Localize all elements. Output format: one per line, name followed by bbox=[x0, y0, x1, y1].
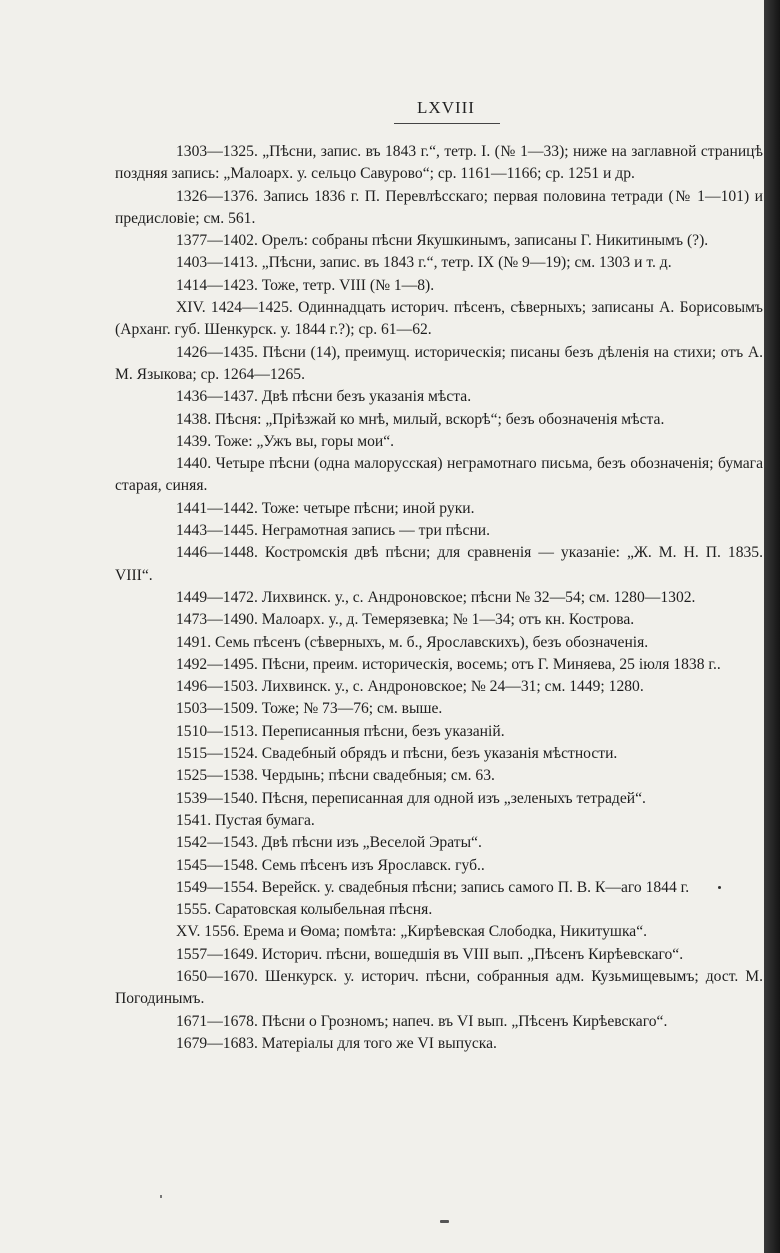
list-item: 1492—1495. Пѣсни, преим. историческія, восемь; отъ Г. Миняева, 25 іюля 1838 г.. bbox=[176, 655, 721, 673]
ink-speck bbox=[718, 886, 721, 889]
list-item: 1473—1490. Малоарх. у., д. Темерязевка; № 1—34; отъ кн. Кострова. bbox=[176, 611, 635, 629]
header-rule bbox=[394, 123, 500, 124]
list-item: XIV. 1424—1425. Одиннадцать историч. пѣсенъ, сѣверныхъ; записаны А. Борисовымъ (Арханг. губ. Шенкурск. у. 1844 г.?); ср. 61—62. bbox=[115, 299, 763, 339]
list-item: 1436—1437. Двѣ пѣсни безъ указанія мѣста. bbox=[176, 388, 472, 406]
book-edge bbox=[764, 0, 780, 1253]
list-item: 1525—1538. Чердынь; пѣсни свадебныя; см. 63. bbox=[176, 767, 495, 785]
list-item: XV. 1556. Ерема и Ѳома; помѣта: „Кирѣевская Слободка, Никитушка“. bbox=[176, 923, 648, 941]
list-item: 1414—1423. Тоже, тетр. VIII (№ 1—8). bbox=[176, 276, 435, 294]
list-item: 1449—1472. Лихвинск. у., с. Андроновское; пѣсни № 32—54; см. 1280—1302. bbox=[176, 588, 696, 606]
list-item: 1510—1513. Переписанныя пѣсни, безъ указаній. bbox=[176, 722, 505, 740]
list-item: 1539—1540. Пѣсня, переписанная для одной изъ „зеленыхъ тетрадей“. bbox=[176, 789, 646, 807]
list-item: 1549—1554. Верейск. у. свадебныя пѣсни; запись самого П. В. К—аго 1844 г. bbox=[176, 878, 690, 896]
list-item: 1441—1442. Тоже: четыре пѣсни; иной руки. bbox=[176, 499, 475, 517]
list-item: 1303—1325. „Пѣсни, запис. въ 1843 г.“, тетр. I. (№ 1—33); ниже на заглавной страницѣ поздняя запись: „Малоарх. у. сельцо Савурово“; ср. 1161—1166; ср. 1251 и др. bbox=[115, 143, 763, 183]
list-item: 1438. Пѣсня: „Пріѣзжай ко мнѣ, милый, вскорѣ“; безъ обозначенія мѣста. bbox=[176, 410, 665, 428]
list-item: 1679—1683. Матеріалы для того же VI выпуска. bbox=[176, 1034, 497, 1052]
entry-list bbox=[115, 141, 763, 1055]
list-item: 1671—1678. Пѣсни о Грозномъ; напеч. въ VI вып. „Пѣсенъ Кирѣевскаго“. bbox=[176, 1012, 668, 1030]
list-item: 1440. Четыре пѣсни (одна малорусская) неграмотнаго письма, безъ обозначенія; бумага старая, синяя. bbox=[115, 455, 763, 495]
list-item: 1446—1448. Костромскія двѣ пѣсни; для сравненія — указаніе: „Ж. М. Н. П. 1835. VIII“. bbox=[115, 544, 763, 584]
list-item: 1496—1503. Лихвинск. у., с. Андроновское; № 24—31; см. 1449; 1280. bbox=[176, 678, 644, 696]
list-item: 1443—1445. Неграмотная запись — три пѣсни. bbox=[176, 522, 491, 540]
list-item: 1555. Саратовская колыбельная пѣсня. bbox=[176, 901, 433, 919]
list-item: 1426—1435. Пѣсни (14), преимущ. историческія; писаны безъ дѣленія на стихи; отъ А. М. Языкова; ср. 1264—1265. bbox=[115, 343, 763, 383]
list-item: 1542—1543. Двѣ пѣсни изъ „Веселой Эраты“. bbox=[176, 834, 482, 852]
ink-speck bbox=[440, 1220, 449, 1223]
list-item: 1515—1524. Свадебный обрядъ и пѣсни, безъ указанія мѣстности. bbox=[176, 745, 618, 763]
list-item: 1503—1509. Тоже; № 73—76; см. выше. bbox=[176, 700, 443, 718]
list-item: 1377—1402. Орелъ: собраны пѣсни Якушкинымъ, записаны Г. Никитинымъ (?). bbox=[176, 232, 709, 250]
list-item: 1557—1649. Историч. пѣсни, вошедшія въ VIII вып. „Пѣсенъ Кирѣевскаго“. bbox=[176, 945, 684, 963]
ink-speck bbox=[160, 1195, 162, 1198]
list-item: 1491. Семь пѣсенъ (сѣверныхъ, м. б., Ярославскихъ), безъ обозначенія. bbox=[176, 633, 649, 651]
list-item: 1650—1670. Шенкурск. у. историч. пѣсни, собранныя адм. Кузьмищевымъ; дост. М. Погодинымъ. bbox=[115, 967, 763, 1008]
list-item: 1439. Тоже: „Ужъ вы, горы мои“. bbox=[176, 432, 395, 450]
page-number: LXVIII bbox=[417, 98, 475, 117]
list-item: 1326—1376. Запись 1836 г. П. Перевлѣсскаго; первая половина тетради (№ 1—101) и предисловіе; см. 561. bbox=[115, 187, 763, 227]
list-item: 1403—1413. „Пѣсни, запис. въ 1843 г.“, тетр. IX (№ 9—19); см. 1303 и т. д. bbox=[176, 254, 672, 272]
list-item: 1545—1548. Семь пѣсенъ изъ Ярославск. губ.. bbox=[176, 856, 485, 874]
list-item: 1541. Пустая бумага. bbox=[176, 811, 315, 829]
